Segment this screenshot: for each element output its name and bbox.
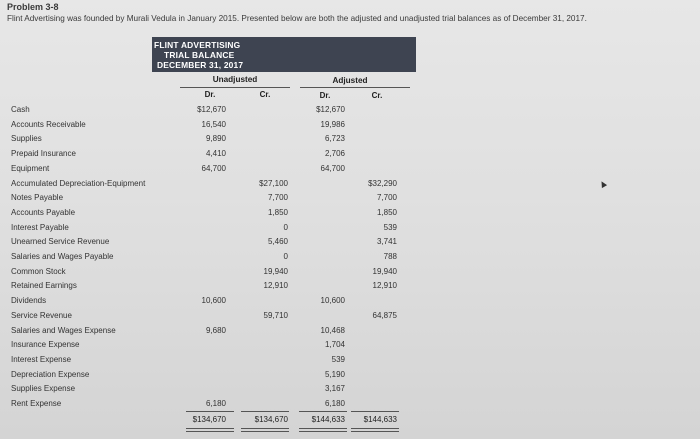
amount-a-dr: 1,704 <box>324 340 345 349</box>
amount-a-cr: 12,910 <box>372 281 397 290</box>
account-name: Insurance Expense <box>11 340 80 349</box>
amount-u-cr: 0 <box>283 252 288 261</box>
total-rule-a-cr <box>351 411 399 412</box>
total-unadjusted-dr: $134,670 <box>192 415 226 424</box>
amount-a-dr: $12,670 <box>316 105 345 114</box>
account-name: Depreciation Expense <box>11 370 90 379</box>
adjusted-section-header: Adjusted <box>332 76 368 85</box>
amount-a-dr: 3,167 <box>324 384 345 393</box>
account-name: Supplies <box>11 134 42 143</box>
adjusted-cr-header: Cr. <box>371 91 383 100</box>
amount-a-dr: 6,180 <box>324 399 345 408</box>
amount-a-dr: 5,190 <box>324 370 345 379</box>
amount-u-cr: 7,700 <box>267 193 288 202</box>
total-adjusted-cr: $144,633 <box>363 415 397 424</box>
account-name: Retained Earnings <box>11 281 77 290</box>
total-double-rule-a-cr <box>351 428 399 432</box>
amount-a-dr: 19,986 <box>320 120 345 129</box>
account-name: Accounts Payable <box>11 208 76 217</box>
amount-a-cr: 64,875 <box>372 311 397 320</box>
amount-u-dr: 10,600 <box>201 296 226 305</box>
amount-a-cr: 3,741 <box>376 237 397 246</box>
statement-date: DECEMBER 31, 2017 <box>157 60 244 70</box>
amount-u-cr: $27,100 <box>259 179 288 188</box>
account-name: Notes Payable <box>11 193 64 202</box>
total-rule-u-dr <box>186 411 234 412</box>
amount-u-cr: 59,710 <box>263 311 288 320</box>
account-name: Equipment <box>11 164 50 173</box>
total-double-rule-u-dr <box>186 428 234 432</box>
amount-a-dr: 64,700 <box>320 164 345 173</box>
amount-u-dr: 64,700 <box>201 164 226 173</box>
unadjusted-dr-header: Dr. <box>204 90 216 99</box>
account-name: Common Stock <box>11 267 66 276</box>
account-name: Supplies Expense <box>11 384 76 393</box>
adjusted-dr-header: Dr. <box>319 91 331 100</box>
problem-description: Flint Advertising was founded by Murali Vedula in January 2015. Presented below are both the adjusted and unadjusted trial balances as of December 31, 2017. <box>7 14 587 23</box>
pointer-icon <box>599 180 607 188</box>
amount-a-dr: 10,468 <box>320 326 345 335</box>
unadjusted-cr-header: Cr. <box>259 90 271 99</box>
account-name: Dividends <box>11 296 47 305</box>
amount-u-cr: 12,910 <box>263 281 288 290</box>
account-name: Salaries and Wages Payable <box>11 252 114 261</box>
amount-u-cr: 1,850 <box>267 208 288 217</box>
amount-a-cr: 539 <box>383 223 397 232</box>
total-double-rule-a-dr <box>299 428 347 432</box>
total-double-rule-u-cr <box>241 428 289 432</box>
total-adjusted-dr: $144,633 <box>311 415 345 424</box>
account-name: Interest Payable <box>11 223 69 232</box>
amount-u-dr: 9,680 <box>205 326 226 335</box>
amount-a-dr: 539 <box>331 355 345 364</box>
amount-a-cr: 19,940 <box>372 267 397 276</box>
amount-a-cr: 7,700 <box>376 193 397 202</box>
unadjusted-underline <box>180 87 290 88</box>
amount-a-cr: $32,290 <box>368 179 397 188</box>
account-name: Service Revenue <box>11 311 72 320</box>
statement-name: TRIAL BALANCE <box>164 50 235 60</box>
account-name: Rent Expense <box>11 399 62 408</box>
total-unadjusted-cr: $134,670 <box>254 415 288 424</box>
account-name: Unearned Service Revenue <box>11 237 110 246</box>
account-name: Accumulated Depreciation-Equipment <box>11 179 146 188</box>
account-name: Interest Expense <box>11 355 72 364</box>
adjusted-underline <box>300 87 410 88</box>
amount-u-dr: 6,180 <box>205 399 226 408</box>
amount-a-cr: 788 <box>383 252 397 261</box>
total-rule-a-dr <box>299 411 347 412</box>
amount-u-dr: 9,890 <box>205 134 226 143</box>
unadjusted-section-header: Unadjusted <box>212 75 258 84</box>
amount-u-cr: 0 <box>283 223 288 232</box>
account-name: Cash <box>11 105 30 114</box>
amount-u-cr: 19,940 <box>263 267 288 276</box>
amount-a-dr: 10,600 <box>320 296 345 305</box>
amount-a-dr: 6,723 <box>324 134 345 143</box>
trial-balance-header <box>152 37 416 72</box>
amount-a-cr: 1,850 <box>376 208 397 217</box>
total-rule-u-cr <box>241 411 289 412</box>
account-name: Salaries and Wages Expense <box>11 326 116 335</box>
amount-u-dr: $12,670 <box>197 105 226 114</box>
amount-u-dr: 4,410 <box>205 149 226 158</box>
amount-u-dr: 16,540 <box>201 120 226 129</box>
amount-a-dr: 2,706 <box>324 149 345 158</box>
company-name: FLINT ADVERTISING <box>154 40 241 50</box>
account-name: Accounts Receivable <box>11 120 86 129</box>
account-name: Prepaid Insurance <box>11 149 76 158</box>
problem-title: Problem 3-8 <box>7 2 59 12</box>
amount-u-cr: 5,460 <box>267 237 288 246</box>
